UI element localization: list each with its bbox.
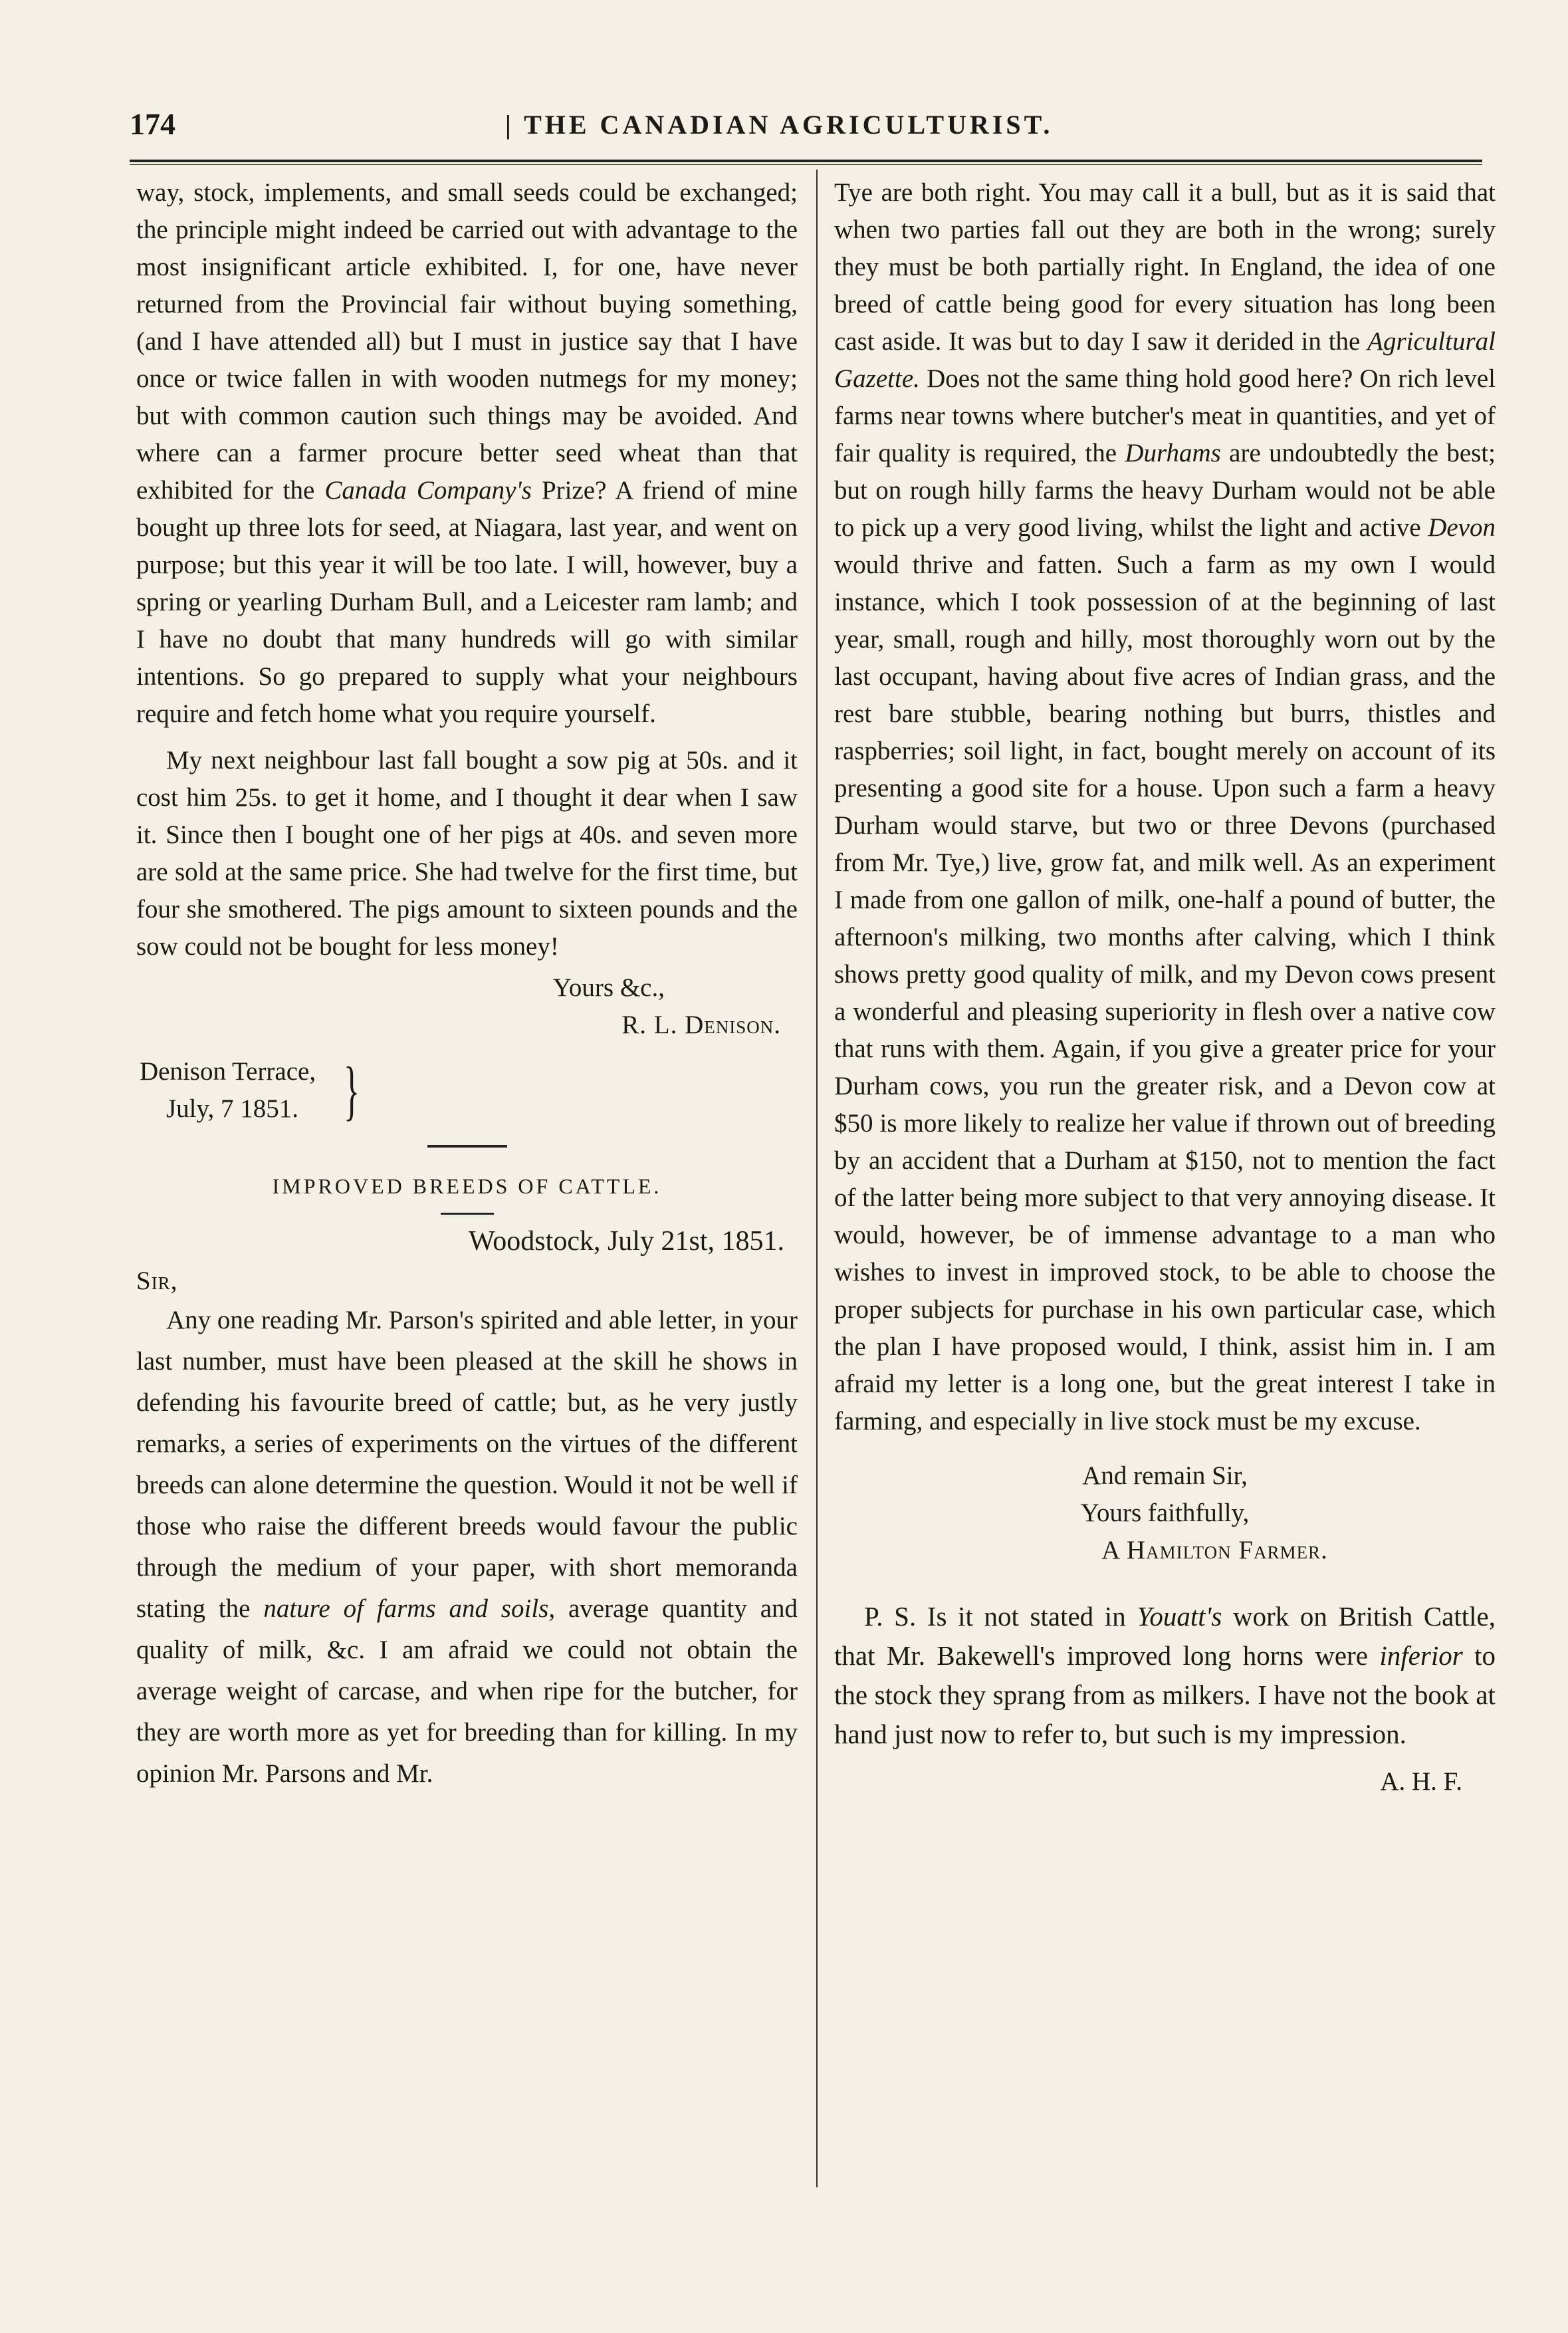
header-rule <box>130 160 1482 165</box>
place: Denison Terrace, <box>140 1057 316 1086</box>
paragraph: My next neighbour last fall bought a sow pig at 50s. and it cost him 25s. to get it home, and I thought it dear when I saw it. Since then I bought one of her pigs at 40s. and seven more are sold at the same price. She had twelve for the first time, but four she smothered. The pigs amount to sixteen pounds and the sow could not be bought for less money! <box>136 746 798 961</box>
section-rule <box>427 1145 507 1148</box>
dateline: Woodstock, July 21st, 1851. <box>469 1226 784 1257</box>
closing-line: Yours faithfully, <box>1080 1499 1250 1527</box>
date: July, 7 1851. <box>166 1094 298 1123</box>
running-title: | THE CANADIAN AGRICULTURIST. <box>505 110 1054 140</box>
left-column <box>136 174 798 1794</box>
section-title: IMPROVED BREEDS OF CATTLE. <box>272 1174 662 1198</box>
brace-ornament: } <box>344 1053 360 1127</box>
section-rule-small <box>441 1213 494 1215</box>
signature: A Hamilton Farmer. <box>1101 1536 1328 1564</box>
signature: R. L. Denison. <box>621 1011 781 1039</box>
closing-line: And remain Sir, <box>1082 1461 1248 1490</box>
paragraph: Tye are both right. You may call it a bull, but as it is said that when two parties fall out they are both in the wrong; surely they must be both partially right. In England, the idea of one breed of cattle being good for every situation has long been cast aside. It was but to day I saw it derided in the Agricultural Gazette. Does not the same thing hold good here? On rich level farms near towns where butcher's meat in quantities, and yet of fair quality is required, the Durhams are undoubtedly the best; but on rough hilly farms the heavy Durham would not be able to pick up a very good living, whilst the light and active Devon would thrive and fatten. Such a farm as my own I would instance, which I took possession of at the beginning of last year, small, rough and hilly, most thoroughly worn out by the last occupant, having about five acres of Indian grass, and the rest bare stubble, bearing nothing but burrs, thistles and raspberries; soil light, in fact, bought merely on account of its presenting a good site for a house. Upon such a farm a heavy Durham would starve, but two or three Devons (purchased from Mr. Tye,) live, grow fat, and milk well. As an experiment I made from one gallon of milk, one-half a pound of butter, the afternoon's milking, two months after calving, which I think shows pretty good quality of milk, and my Devon cows present a wonderful and pleasing superiority in flesh over a native cow that runs with them. Again, if you give a greater price for your Durham cows, you run the greater risk, and a Devon cow at $50 is more likely to realize her value if thrown out of breeding by an accident that a Durham at $150, not to mention the fact of the latter being more subject to that very annoying disease. It would, however, be of immense advantage to a man who wishes to invest in improved stock, to be able to choose the proper subjects for purchase in his own particular case, which the plan I have proposed would, I think, assist him in. I am afraid my letter is a long one, but the great interest I take in farming, and especially in live stock must be my excuse. <box>834 178 1496 1435</box>
initials: A. H. F. <box>1380 1767 1462 1796</box>
paragraph: way, stock, implements, and small seeds could be exchanged; the principle might indeed be carried out with advantage to the most insignificant article exhibited. I, for one, have never returned from the Provincial fair without buying something, (and I have attended all) but I must in justice say that I have once or twice fallen in with wooden nutmegs for my money; but with common caution such things may be avoided. And where can a farmer procure better seed wheat than that exhibited for the Canada Company's Prize? A friend of mine bought up three lots for seed, at Niagara, last year, and went on purpose; but this year it will be too late. I will, however, buy a spring or yearling Durham Bull, and a Leicester ram lamb; and I have no doubt that many hundreds will go with similar intentions. So go prepared to supply what your neighbours require and fetch home what you require yourself. <box>136 178 798 728</box>
salutation: Sir, <box>136 1267 178 1295</box>
place-date <box>136 1053 798 1128</box>
page-header <box>130 106 1482 153</box>
column-divider <box>816 170 818 2187</box>
postscript: P. S. Is it not stated in Youatt's work on British Cattle, that Mr. Bakewell's improved long horns were inferior to the stock they sprang from as milkers. I have not the book at hand just now to refer to, but such is my impression. <box>834 1601 1496 1749</box>
paragraph: Any one reading Mr. Parson's spirited and able letter, in your last number, must have been pleased at the skill he shows in defending his favourite breed of cattle; but, as he very justly remarks, a series of experiments on the virtues of the different breeds can alone determine the question. Would it not be well if those who raise the different breeds would favour the public through the medium of your paper, with short memoranda stating the nature of farms and soils, average quantity and quality of milk, &c. I am afraid we could not obtain the average weight of carcase, and when ripe for the butcher, for they are worth more as yet for breeding than for killing. In my opinion Mr. Parsons and Mr. <box>136 1306 798 1788</box>
page-number: 174 <box>130 107 175 141</box>
right-column <box>834 174 1496 1800</box>
signoff-yours: Yours &c., <box>552 973 665 1002</box>
